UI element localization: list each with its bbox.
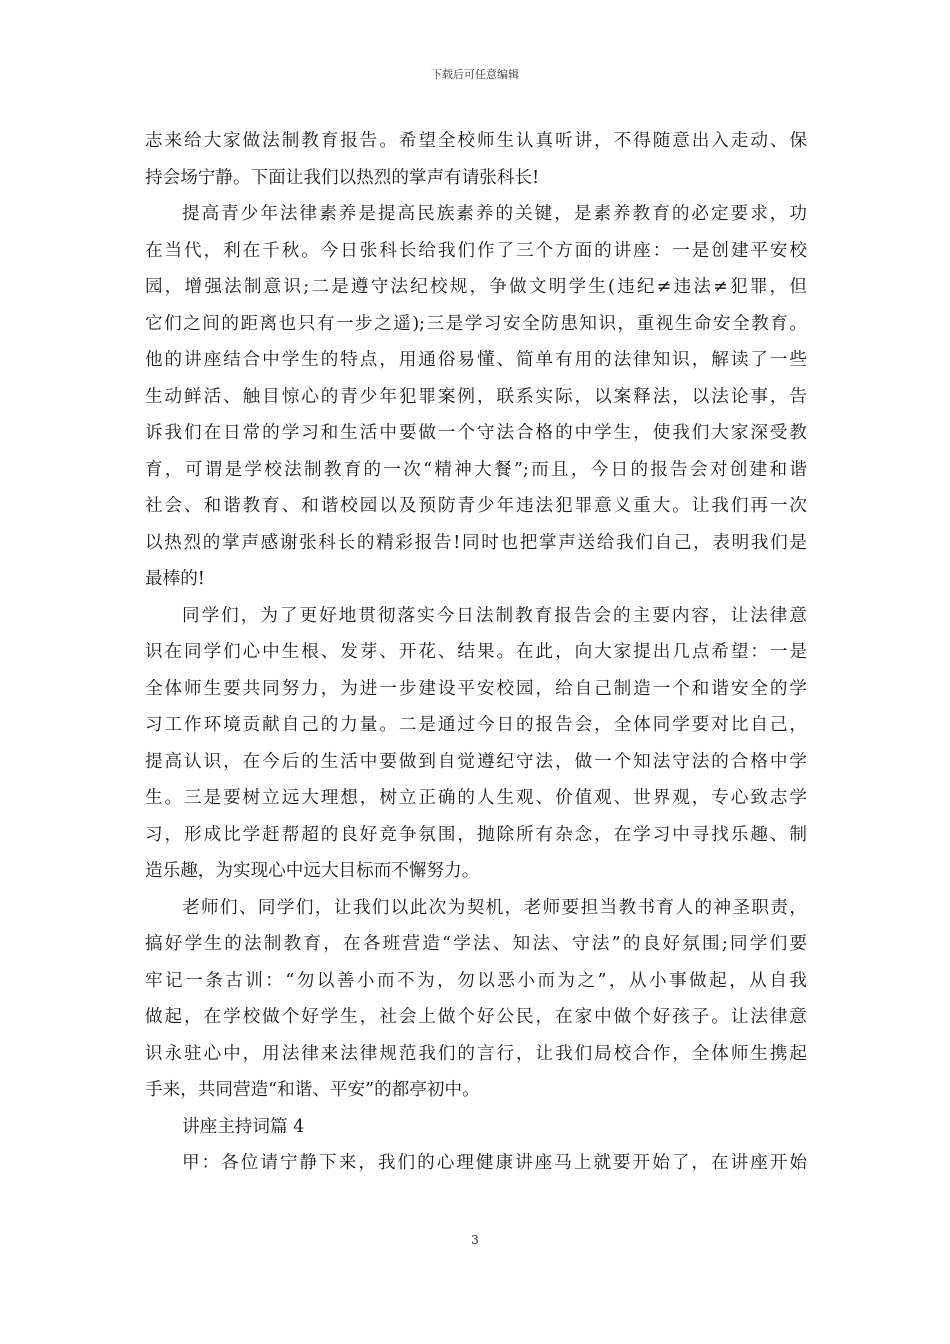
page-number: 3 xyxy=(471,1233,479,1247)
text-line: 他的讲座结合中学生的特点，用通俗易懂、简单有用的法律知识，解读了一些 xyxy=(145,350,807,370)
text-line: 造乐趣，为实现心中远大目标而不懈努力。 xyxy=(145,861,480,881)
text-line: 甲：各位请宁静下来，我们的心理健康讲座马上就要开始了，在讲座开始 xyxy=(182,1153,807,1173)
text-line: 同学们，为了更好地贯彻落实今日法制教育报告会的主要内容，让法律意 xyxy=(182,605,807,626)
text-line: 它们之间的距离也只有一步之遥);三是学习安全防患知识，重视生命安全教育。 xyxy=(145,313,807,334)
text-line: 习工作环境贡献自己的力量。二是通过今日的报告会，全体同学要对比自己， xyxy=(145,715,807,735)
text-line: 全体师生要共同努力，为进一步建设平安校园，给自己制造一个和谐安全的学 xyxy=(145,678,807,699)
text-line: 讲座主持词篇 4 xyxy=(182,1116,305,1137)
text-line: 手来，共同营造“和谐、平安”的都亭初中。 xyxy=(145,1080,480,1100)
text-line: 识在同学们心中生根、发芽、开花、结果。在此，向大家提出几点希望：一是 xyxy=(145,642,807,662)
text-line: 社会、和谐教育、和谐校园以及预防青少年违法犯罪意义重大。让我们再一次 xyxy=(145,496,807,516)
text-line: 牢记一条古训：“勿以善小而不为，勿以恶小而为之”，从小事做起，从自我 xyxy=(145,970,807,991)
text-line: 以热烈的掌声感谢张科长的精彩报告!同时也把掌声送给我们自己，表明我们是 xyxy=(145,532,807,553)
text-line: 提高青少年法律素养是提高民族素养的关键，是素养教育的必定要求，功 xyxy=(182,204,807,224)
text-line: 园，增强法制意识;二是遵守法纪校规，争做文明学生(违纪≠违法≠犯罪，但 xyxy=(145,277,807,297)
text-line: 生。三是要树立远大理想，树立正确的人生观、价值观、世界观，专心致志学 xyxy=(145,788,807,808)
text-line: 搞好学生的法制教育，在各班营造“学法、知法、守法”的良好氛围;同学们要 xyxy=(145,934,807,954)
text-line: 识永驻心中，用法律来法律规范我们的言行，让我们局校合作，全体师生携起 xyxy=(145,1043,807,1064)
text-line: 志来给大家做法制教育报告。希望全校师生认真听讲，不得随意出入走动、保 xyxy=(145,131,807,151)
text-line: 习，形成比学赶帮超的良好竞争氛围，抛除所有杂念，在学习中寻找乐趣、制 xyxy=(145,824,807,845)
text-line: 育，可谓是学校法制教育的一次“精神大餐”;而且，今日的报告会对创建和谐 xyxy=(145,459,807,480)
text-line: 诉我们在日常的学习和生活中要做一个守法合格的中学生，使我们大家深受教 xyxy=(145,423,807,443)
text-line: 提高认识，在今后的生活中要做到自觉遵纪守法，做一个知法守法的合格中学 xyxy=(145,751,807,772)
text-line: 生动鲜活、触目惊心的青少年犯罪案例，联系实际，以案释法，以法论事，告 xyxy=(145,386,807,407)
text-line: 最棒的! xyxy=(145,569,205,589)
text-line: 在当代，利在千秋。今日张科长给我们作了三个方面的讲座：一是创建平安校 xyxy=(145,240,807,261)
text-line: 老师们、同学们，让我们以此次为契机，老师要担当教书育人的神圣职责， xyxy=(182,897,807,918)
text-line: 做起，在学校做个好学生，社会上做个好公民，在家中做个好孩子。让法律意 xyxy=(145,1007,807,1027)
text-line: 持会场宁静。下面让我们以热烈的掌声有请张科长! xyxy=(145,167,540,188)
document-body xyxy=(145,123,807,1182)
page-header: 下载后可任意编辑 xyxy=(431,68,519,81)
